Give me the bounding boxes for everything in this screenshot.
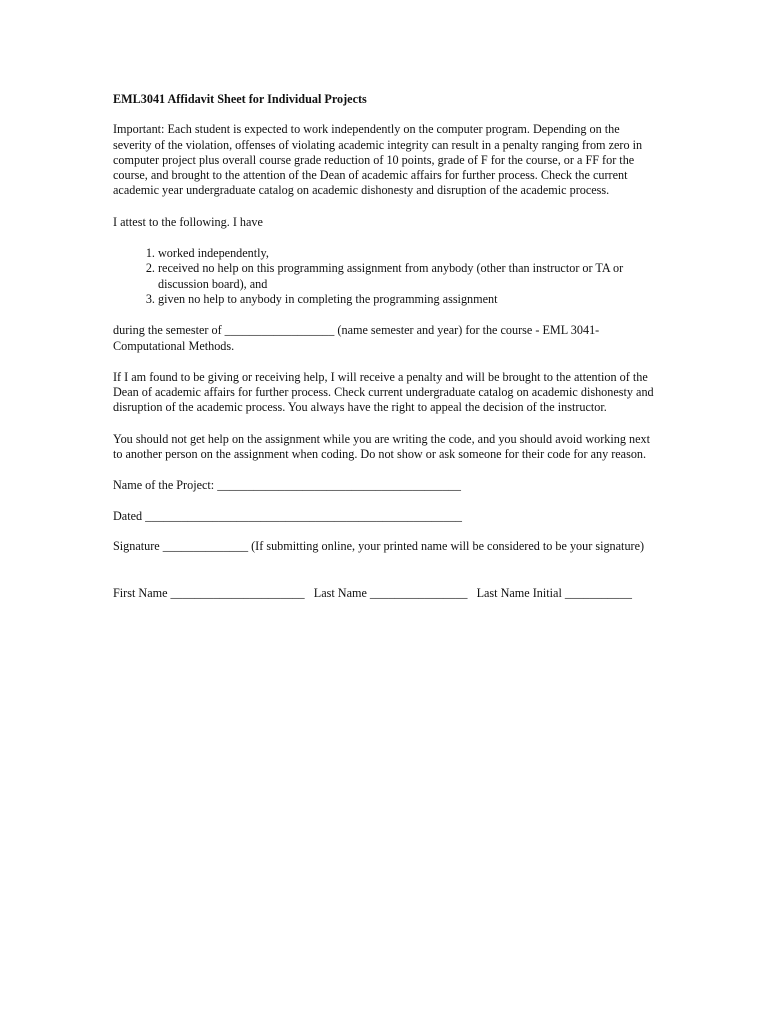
attest-item: 1. worked independently, [158, 246, 658, 261]
signature-field[interactable]: Signature ______________ (If submitting online, your printed name will be considered to be your signature) [113, 538, 645, 553]
penalty-paragraph: If I am found to be giving or receiving help, I will receive a penalty and will be brought to the attention of the Dean of academic affairs for further process. Check current undergraduate catalog on academic dishonesty and disruption of the academic process. You always have the right to appeal the decision of the instructor. [113, 369, 654, 415]
project-name-field[interactable]: Name of the Project: ________________________________________ [113, 478, 461, 493]
important-paragraph: Important: Each student is expected to work independently on the computer program. Depending on the severity of the violation, offenses of violating academic integrity can result in a penalty ranging from zero in computer project plus overall course grade reduction of 10 points, grade of F for the course, or a FF for the course, and brought to the attention of the Dean of academic affairs for further process. Check the current academic year undergraduate catalog on academic dishonesty and disruption of the academic process. [113, 122, 643, 198]
advice-paragraph: You should not get help on the assignment while you are writing the code, and you should avoid working next to another person on the assignment when coding. Do not show or ask someone for their code for any reason. [113, 431, 650, 462]
attest-item: 3. given no help to anybody in completing the programming assignment [158, 292, 658, 307]
attest-item: 2. received no help on this programming assignment from anybody (other than instructor or TA or discussion board), and [158, 261, 658, 292]
name-fields[interactable]: First Name ______________________ Last Name ________________ Last Name Initial ___________ [113, 586, 632, 601]
document-title: EML3041 Affidavit Sheet for Individual Projects [113, 92, 367, 106]
affidavit-page [113, 92, 658, 602]
semester-paragraph: during the semester of __________________ (name semester and year) for the course - EML 3041- Computational Methods. [113, 323, 600, 353]
attest-list [113, 246, 658, 307]
attest-intro: I attest to the following. I have [113, 214, 263, 229]
spacer [113, 570, 658, 586]
dated-field[interactable]: Dated ____________________________________________________ [113, 508, 463, 523]
